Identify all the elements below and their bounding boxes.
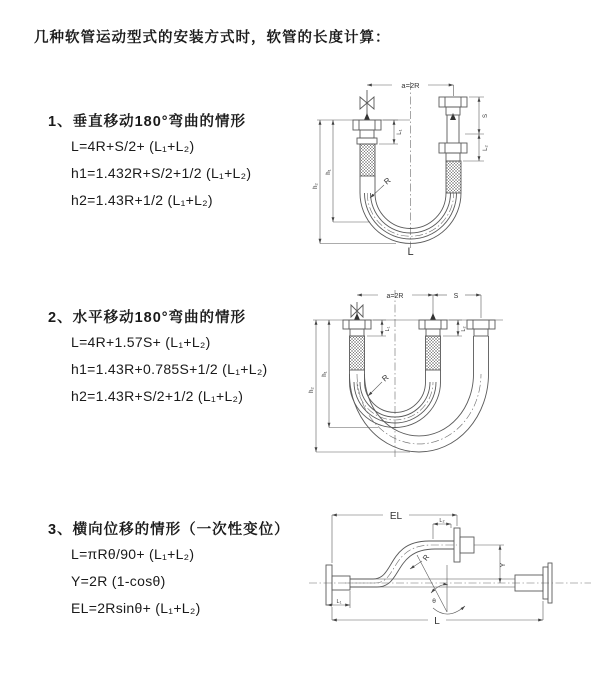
dim-label-l2: L₂ — [461, 326, 467, 332]
dim-label-l2: L₂ — [483, 145, 489, 151]
dim-label-l1: L₁ — [385, 326, 391, 332]
dimension-a2r — [357, 293, 433, 300]
section-2-formula-h1: h1=1.43R+0.785S+1/2 (L₁+L₂) — [71, 361, 268, 377]
hose-u-bend-displaced — [350, 374, 489, 452]
tube-top-arrow-left — [364, 113, 370, 120]
dimension-s — [433, 293, 481, 300]
page-title: 几种软管运动型式的安装方式时，软管的长度计算： — [34, 30, 391, 46]
dim-label-h2: h₂ — [313, 183, 319, 189]
diagram-vertical-180 — [300, 72, 562, 262]
dimension-el — [332, 511, 457, 563]
dim-label-h1: h₁ — [322, 371, 328, 377]
dimension-r — [368, 373, 391, 396]
dim-label-a2r: a=2R — [386, 293, 404, 300]
section-2-formula-h2: h2=1.43R+S/2+1/2 (L₁+L₂) — [71, 388, 244, 404]
section-3-formula-Y: Y=2R (1-cosθ) — [71, 573, 166, 589]
dim-label-h2: h₂ — [309, 387, 315, 393]
diagram-horizontal-180 — [298, 282, 590, 479]
dimension-l1 — [327, 591, 350, 608]
section-3 — [48, 518, 290, 626]
dim-label-l1: L₁ — [397, 129, 403, 135]
section-2 — [48, 306, 268, 414]
dimension-r — [410, 552, 432, 569]
displaced-hose-end — [467, 320, 495, 374]
section-3-formula-EL: EL=2Rsinθ+ (L₁+L₂) — [71, 600, 201, 616]
dim-label-l: L — [434, 616, 440, 627]
section-3-formula-L: L=πRθ/90+ (L₁+L₂) — [71, 546, 195, 562]
section-1-formula-h1: h1=1.432R+S/2+1/2 (L₁+L₂) — [71, 165, 252, 181]
dim-label-theta: θ — [432, 598, 436, 605]
dim-label-l: L — [407, 246, 414, 257]
braid-section — [446, 161, 461, 193]
dimension-l2 — [479, 134, 489, 161]
angle-theta — [417, 555, 465, 614]
dimension-l1 — [379, 120, 403, 144]
s-curve-hose — [345, 541, 457, 587]
dim-label-l1: L₁ — [336, 599, 342, 605]
section-2-heading: 2、水平移动180°弯曲的情形 — [48, 310, 247, 326]
section-3-heading: 3、横向位移的情形（一次性变位） — [48, 522, 290, 538]
dim-label-h1: h₁ — [326, 169, 332, 175]
dim-label-r: R — [382, 175, 393, 187]
dim-label-y: Y — [500, 562, 507, 568]
right-hose-end — [439, 97, 467, 193]
middle-hose-end — [419, 320, 447, 370]
section-1-heading: 1、垂直移动180°弯曲的情形 — [48, 114, 247, 130]
tube-top-arrow-left — [354, 313, 360, 320]
section-1-formula-L: L=4R+S/2+ (L₁+L₂) — [71, 138, 195, 154]
dim-label-l2: L₂ — [439, 518, 445, 524]
dim-label-s: S — [453, 293, 459, 300]
left-hose-end — [343, 320, 371, 370]
dim-label-a2r: a=2R — [401, 81, 420, 90]
dimension-l — [332, 601, 543, 627]
dimension-r — [370, 176, 393, 198]
braid-section — [360, 144, 375, 176]
section-1 — [48, 110, 251, 218]
section-2-formula-L: L=4R+1.57S+ (L₁+L₂) — [71, 334, 211, 350]
tube-top-arrow-middle — [430, 313, 436, 320]
tube-top-arrow-right — [450, 113, 456, 120]
braid-section — [426, 336, 441, 370]
dimension-y — [474, 545, 507, 583]
dim-label-s: S — [483, 113, 489, 119]
braid-section — [350, 336, 365, 370]
dimension-l2 — [433, 518, 451, 539]
dim-label-r: R — [420, 552, 432, 563]
diagram-lateral-displacement — [303, 503, 597, 643]
left-hose-end — [353, 120, 381, 176]
dim-label-el: EL — [389, 511, 403, 522]
dim-label-r: R — [380, 372, 391, 384]
section-1-formula-h2: h2=1.43R+1/2 (L₁+L₂) — [71, 192, 213, 208]
